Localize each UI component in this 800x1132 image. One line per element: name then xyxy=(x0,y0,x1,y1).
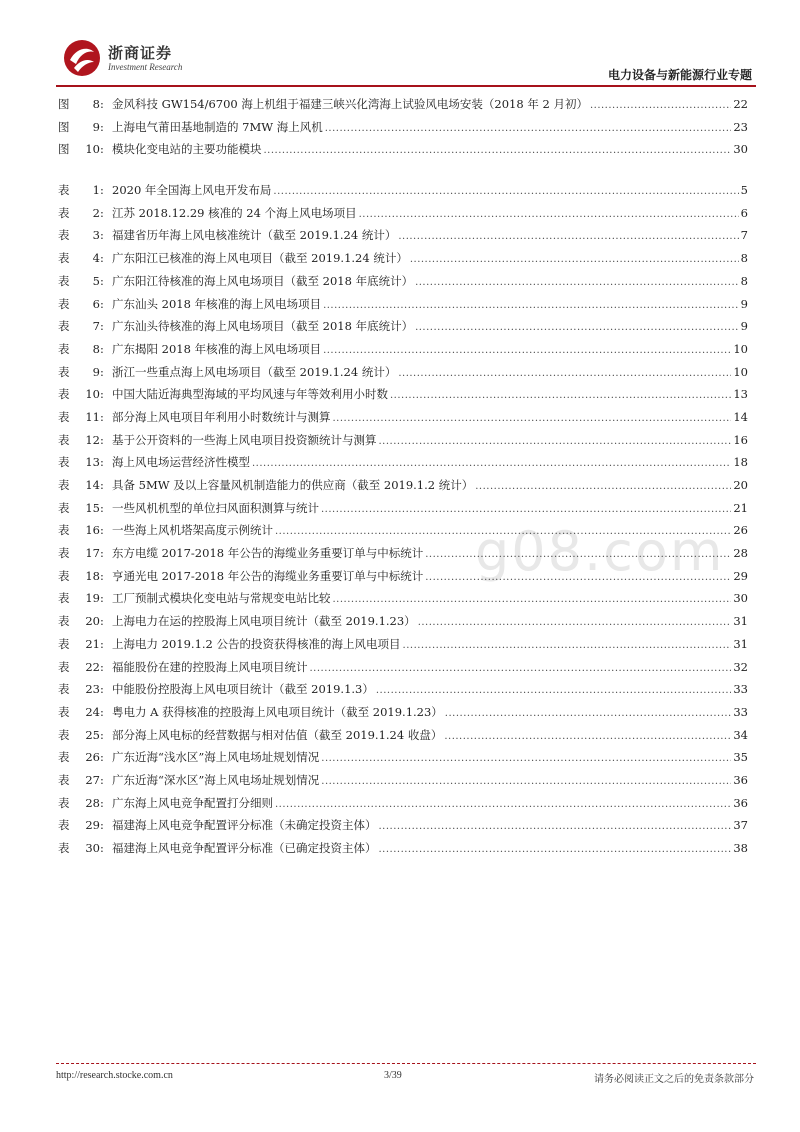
entry-number: 3 xyxy=(92,228,100,243)
entry-number: 11 xyxy=(85,409,100,424)
entry-colon: : xyxy=(100,750,104,765)
dot-leader xyxy=(323,300,739,311)
entry-title: 海上风电场运营经济性模型 xyxy=(112,455,250,470)
entry-title: 亨通光电 2017-2018 年公告的海缆业务重要订单与中标统计 xyxy=(112,568,424,583)
entry-colon: : xyxy=(100,478,104,492)
entry-title: 金风科技 GW154/6700 海上机组于福建三峡兴化湾海上试验风电场安装（2018 年 2 月初） xyxy=(112,97,588,111)
table-entry[interactable] xyxy=(58,681,748,704)
entry-title: 广东近海“深水区”海上风电场址规划情况 xyxy=(112,772,320,787)
figure-list xyxy=(58,96,748,164)
company-logo xyxy=(62,38,182,78)
page-header xyxy=(0,0,800,90)
entry-page: 26 xyxy=(733,523,748,538)
entry-colon: : xyxy=(100,591,104,606)
entry-prefix: 表 xyxy=(58,591,70,606)
entry-colon: : xyxy=(100,500,104,515)
entry-prefix: 表 xyxy=(58,659,70,674)
dot-leader xyxy=(444,731,731,742)
table-entry[interactable] xyxy=(58,772,748,795)
entry-title: 一些风机机型的单位扫风面积测算与统计 xyxy=(112,500,319,515)
entry-prefix: 表 xyxy=(58,614,70,629)
entry-title: 部分海上风电标的经营数据与相对估值（截至 2019.1.24 收盘） xyxy=(112,727,443,742)
entry-title: 工厂预制式模块化变电站与常规变电站比较 xyxy=(112,591,331,606)
table-entry[interactable] xyxy=(58,250,748,273)
entry-colon: : xyxy=(100,795,104,810)
table-entry[interactable] xyxy=(58,341,748,364)
entry-number: 20 xyxy=(85,614,100,629)
dot-leader xyxy=(418,617,732,628)
footer-url[interactable]: http://research.stocke.com.cn xyxy=(56,1070,173,1081)
entry-number: 15 xyxy=(85,500,100,515)
entry-page: 22 xyxy=(733,97,748,111)
entry-title: 广东汕头 2018 年核准的海上风电场项目 xyxy=(112,296,322,311)
entry-number: 9 xyxy=(92,119,100,134)
entry-page: 23 xyxy=(733,119,748,134)
entry-number: 6 xyxy=(92,296,100,311)
table-list xyxy=(58,182,748,863)
entry-colon: : xyxy=(100,97,104,111)
entry-number: 22 xyxy=(85,659,100,674)
entry-title: 广东海上风电竞争配置打分细则 xyxy=(112,795,273,810)
entry-page: 35 xyxy=(733,750,748,765)
table-entry[interactable] xyxy=(58,318,748,341)
dot-leader xyxy=(275,526,731,537)
entry-title: 福能股份在建的控股海上风电项目统计 xyxy=(112,659,308,674)
dot-leader xyxy=(325,123,732,134)
dot-leader xyxy=(275,799,731,810)
dot-leader xyxy=(475,481,731,492)
table-entry[interactable] xyxy=(58,182,748,205)
dot-leader xyxy=(333,413,732,424)
entry-colon: : xyxy=(100,727,104,742)
entry-prefix: 表 xyxy=(58,568,70,583)
entry-page: 28 xyxy=(733,546,748,561)
entry-prefix: 表 xyxy=(58,727,70,742)
entry-page: 9 xyxy=(740,319,748,334)
entry-page: 33 xyxy=(733,682,748,697)
entry-page: 30 xyxy=(733,142,748,157)
table-entry[interactable] xyxy=(58,386,748,409)
entry-number: 8 xyxy=(92,341,100,356)
entry-colon: : xyxy=(100,387,104,402)
entry-colon: : xyxy=(100,772,104,787)
entry-colon: : xyxy=(100,432,104,447)
table-entry[interactable] xyxy=(58,522,748,545)
entry-title: 上海电气莆田基地制造的 7MW 海上风机 xyxy=(112,119,323,134)
table-entry[interactable] xyxy=(58,636,748,659)
entry-prefix: 图 xyxy=(58,119,70,134)
entry-number: 30 xyxy=(85,841,100,855)
dot-leader xyxy=(445,708,732,719)
entry-page: 30 xyxy=(733,591,748,606)
table-entry[interactable] xyxy=(58,727,748,750)
table-entry[interactable] xyxy=(58,568,748,591)
dot-leader xyxy=(390,390,731,401)
entry-colon: : xyxy=(100,228,104,243)
logo-english-name: Investment Research xyxy=(108,61,183,72)
logo-chinese-name: 浙商证券 xyxy=(108,43,173,62)
entry-page: 29 xyxy=(733,568,748,583)
entry-number: 10 xyxy=(85,387,100,402)
entry-page: 9 xyxy=(740,296,748,311)
dot-leader xyxy=(264,145,732,156)
table-entry[interactable] xyxy=(58,613,748,636)
entry-page: 16 xyxy=(733,432,748,447)
entry-title: 具备 5MW 及以上容量风机制造能力的供应商（截至 2019.1.2 统计） xyxy=(112,478,474,492)
entry-page: 8 xyxy=(740,251,748,266)
entry-colon: : xyxy=(100,183,104,198)
entry-prefix: 表 xyxy=(58,251,70,266)
table-entry[interactable] xyxy=(58,817,748,840)
entry-prefix: 表 xyxy=(58,296,70,311)
table-entry[interactable] xyxy=(58,432,748,455)
entry-title: 福建海上风电竞争配置评分标准（未确定投资主体） xyxy=(112,818,377,833)
dot-leader xyxy=(273,186,738,197)
table-entry[interactable] xyxy=(58,364,748,387)
table-entry[interactable] xyxy=(58,296,748,319)
entry-colon: : xyxy=(100,142,104,157)
dot-leader xyxy=(333,594,732,605)
entry-page: 31 xyxy=(733,614,748,629)
entry-title: 广东揭阳 2018 年核准的海上风电场项目 xyxy=(112,341,322,356)
entry-prefix: 表 xyxy=(58,818,70,833)
entry-colon: : xyxy=(100,273,104,288)
table-of-contents xyxy=(58,96,748,863)
entry-prefix: 表 xyxy=(58,841,70,855)
entry-prefix: 图 xyxy=(58,142,70,157)
entry-prefix: 表 xyxy=(58,205,70,220)
entry-title: 上海电力 2019.1.2 公告的投资获得核准的海上风电项目 xyxy=(112,636,401,651)
dot-leader xyxy=(321,753,731,764)
table-entry[interactable] xyxy=(58,749,748,772)
watermark: g08.com xyxy=(475,520,725,583)
entry-colon: : xyxy=(100,818,104,833)
entry-title: 上海电力在运的控股海上风电项目统计（截至 2019.1.23） xyxy=(112,614,416,629)
entry-number: 24 xyxy=(85,704,100,719)
entry-title: 江苏 2018.12.29 核准的 24 个海上风电场项目 xyxy=(112,205,357,220)
figure-entry[interactable] xyxy=(58,96,748,119)
entry-page: 10 xyxy=(733,364,748,379)
entry-title: 模块化变电站的主要功能模块 xyxy=(112,142,262,157)
entry-page: 38 xyxy=(733,841,748,855)
dot-leader xyxy=(321,776,731,787)
entry-prefix: 表 xyxy=(58,432,70,447)
entry-title: 中能股份控股海上风电项目统计（截至 2019.1.3） xyxy=(112,682,374,697)
entry-number: 7 xyxy=(92,319,100,334)
entry-colon: : xyxy=(100,682,104,697)
entry-prefix: 表 xyxy=(58,228,70,243)
entry-prefix: 表 xyxy=(58,523,70,538)
entry-prefix: 表 xyxy=(58,183,70,198)
entry-prefix: 表 xyxy=(58,341,70,356)
entry-title: 广东阳江已核准的海上风电项目（截至 2019.1.24 统计） xyxy=(112,251,408,266)
entry-colon: : xyxy=(100,614,104,629)
entry-page: 36 xyxy=(733,795,748,810)
dot-leader xyxy=(310,663,732,674)
entry-prefix: 表 xyxy=(58,364,70,379)
entry-title: 中国大陆近海典型海域的平均风速与年等效利用小时数 xyxy=(112,387,388,402)
dot-leader xyxy=(379,436,732,447)
page-number: 3/39 xyxy=(384,1070,402,1081)
entry-page: 31 xyxy=(733,636,748,651)
entry-prefix: 表 xyxy=(58,772,70,787)
entry-title: 2020 年全国海上风电开发布局 xyxy=(112,183,272,198)
dot-leader xyxy=(590,100,731,111)
table-entry[interactable] xyxy=(58,454,748,477)
entry-title: 广东阳江待核准的海上风电场项目（截至 2018 年底统计） xyxy=(112,273,414,288)
entry-prefix: 图 xyxy=(58,97,70,111)
entry-number: 25 xyxy=(85,727,100,742)
entry-title: 福建省历年海上风电核准统计（截至 2019.1.24 统计） xyxy=(112,228,397,243)
entry-prefix: 表 xyxy=(58,478,70,492)
entry-number: 14 xyxy=(85,478,100,492)
figure-entry[interactable] xyxy=(58,119,748,142)
table-entry[interactable] xyxy=(58,205,748,228)
dot-leader xyxy=(403,640,732,651)
dot-leader xyxy=(321,504,731,515)
entry-prefix: 表 xyxy=(58,319,70,334)
entry-title: 广东近海“浅水区”海上风电场址规划情况 xyxy=(112,750,320,765)
entry-page: 34 xyxy=(733,727,748,742)
figure-entry[interactable] xyxy=(58,141,748,164)
entry-title: 一些海上风机塔架高度示例统计 xyxy=(112,523,273,538)
entry-page: 8 xyxy=(740,273,748,288)
entry-title: 东方电缆 2017-2018 年公告的海缆业务重要订单与中标统计 xyxy=(112,546,424,561)
entry-prefix: 表 xyxy=(58,546,70,561)
entry-colon: : xyxy=(100,523,104,538)
entry-number: 5 xyxy=(92,273,100,288)
report-category: 电力设备与新能源行业专题 xyxy=(607,68,752,82)
entry-prefix: 表 xyxy=(58,273,70,288)
entry-colon: : xyxy=(100,455,104,470)
entry-colon: : xyxy=(100,119,104,134)
entry-page: 32 xyxy=(733,659,748,674)
dot-leader xyxy=(323,345,731,356)
entry-number: 12 xyxy=(85,432,100,447)
entry-page: 18 xyxy=(733,455,748,470)
entry-number: 1 xyxy=(92,183,100,198)
dot-leader xyxy=(415,322,739,333)
entry-number: 18 xyxy=(85,568,100,583)
entry-page: 5 xyxy=(740,183,748,198)
table-entry[interactable] xyxy=(58,840,748,863)
entry-number: 19 xyxy=(85,591,100,606)
entry-number: 29 xyxy=(85,818,100,833)
entry-colon: : xyxy=(100,409,104,424)
entry-number: 16 xyxy=(85,523,100,538)
dot-leader xyxy=(379,821,732,832)
table-entry[interactable] xyxy=(58,659,748,682)
entry-number: 27 xyxy=(85,772,100,787)
entry-page: 13 xyxy=(733,387,748,402)
entry-title: 部分海上风电项目年利用小时数统计与测算 xyxy=(112,409,331,424)
entry-number: 13 xyxy=(85,455,100,470)
entry-title: 广东汕头待核准的海上风电场项目（截至 2018 年底统计） xyxy=(112,319,414,334)
entry-colon: : xyxy=(100,841,104,855)
entry-prefix: 表 xyxy=(58,750,70,765)
entry-colon: : xyxy=(100,704,104,719)
entry-page: 36 xyxy=(733,772,748,787)
footer-disclaimer: 请务必阅读正文之后的免责条款部分 xyxy=(594,1074,754,1085)
entry-page: 14 xyxy=(733,409,748,424)
dot-leader xyxy=(398,368,731,379)
logo-icon xyxy=(62,38,102,78)
entry-page: 10 xyxy=(733,341,748,356)
dot-leader xyxy=(410,254,739,265)
entry-colon: : xyxy=(100,659,104,674)
entry-title: 浙江一些重点海上风电场项目（截至 2019.1.24 统计） xyxy=(112,364,397,379)
footer-divider xyxy=(56,1063,756,1064)
header-divider xyxy=(56,85,756,87)
entry-title: 基于公开资料的一些海上风电项目投资额统计与测算 xyxy=(112,432,377,447)
dot-leader xyxy=(425,572,731,583)
entry-colon: : xyxy=(100,568,104,583)
entry-colon: : xyxy=(100,251,104,266)
entry-prefix: 表 xyxy=(58,704,70,719)
entry-prefix: 表 xyxy=(58,387,70,402)
entry-prefix: 表 xyxy=(58,682,70,697)
dot-leader xyxy=(415,277,739,288)
entry-number: 10 xyxy=(85,142,100,157)
entry-page: 37 xyxy=(733,818,748,833)
entry-page: 7 xyxy=(740,228,748,243)
table-entry[interactable] xyxy=(58,477,748,500)
entry-page: 6 xyxy=(740,205,748,220)
entry-page: 21 xyxy=(733,500,748,515)
entry-number: 9 xyxy=(92,364,100,379)
entry-colon: : xyxy=(100,296,104,311)
entry-prefix: 表 xyxy=(58,455,70,470)
entry-prefix: 表 xyxy=(58,636,70,651)
entry-number: 21 xyxy=(85,636,100,651)
table-entry[interactable] xyxy=(58,704,748,727)
table-entry[interactable] xyxy=(58,273,748,296)
entry-colon: : xyxy=(100,364,104,379)
entry-number: 4 xyxy=(92,251,100,266)
table-entry[interactable] xyxy=(58,500,748,523)
table-entry[interactable] xyxy=(58,590,748,613)
entry-title: 粤电力 A 获得核准的控股海上风电项目统计（截至 2019.1.23） xyxy=(112,704,443,719)
entry-prefix: 表 xyxy=(58,795,70,810)
entry-prefix: 表 xyxy=(58,409,70,424)
dot-leader xyxy=(359,209,739,220)
entry-number: 28 xyxy=(85,795,100,810)
table-entry[interactable] xyxy=(58,545,748,568)
entry-colon: : xyxy=(100,341,104,356)
entry-number: 2 xyxy=(92,205,100,220)
table-entry[interactable] xyxy=(58,795,748,818)
dot-leader xyxy=(376,685,731,696)
entry-number: 8 xyxy=(92,97,100,111)
dot-leader xyxy=(379,844,732,855)
list-spacer xyxy=(58,164,748,182)
entry-number: 23 xyxy=(85,682,100,697)
table-entry[interactable] xyxy=(58,227,748,250)
entry-title: 福建海上风电竞争配置评分标准（已确定投资主体） xyxy=(112,841,377,855)
entry-colon: : xyxy=(100,319,104,334)
dot-leader xyxy=(252,458,731,469)
entry-prefix: 表 xyxy=(58,500,70,515)
dot-leader xyxy=(425,549,731,560)
entry-number: 17 xyxy=(85,546,100,561)
table-entry[interactable] xyxy=(58,409,748,432)
dot-leader xyxy=(398,231,738,242)
entry-colon: : xyxy=(100,636,104,651)
entry-colon: : xyxy=(100,546,104,561)
entry-number: 26 xyxy=(85,750,100,765)
entry-page: 20 xyxy=(733,478,748,492)
entry-page: 33 xyxy=(733,704,748,719)
entry-colon: : xyxy=(100,205,104,220)
